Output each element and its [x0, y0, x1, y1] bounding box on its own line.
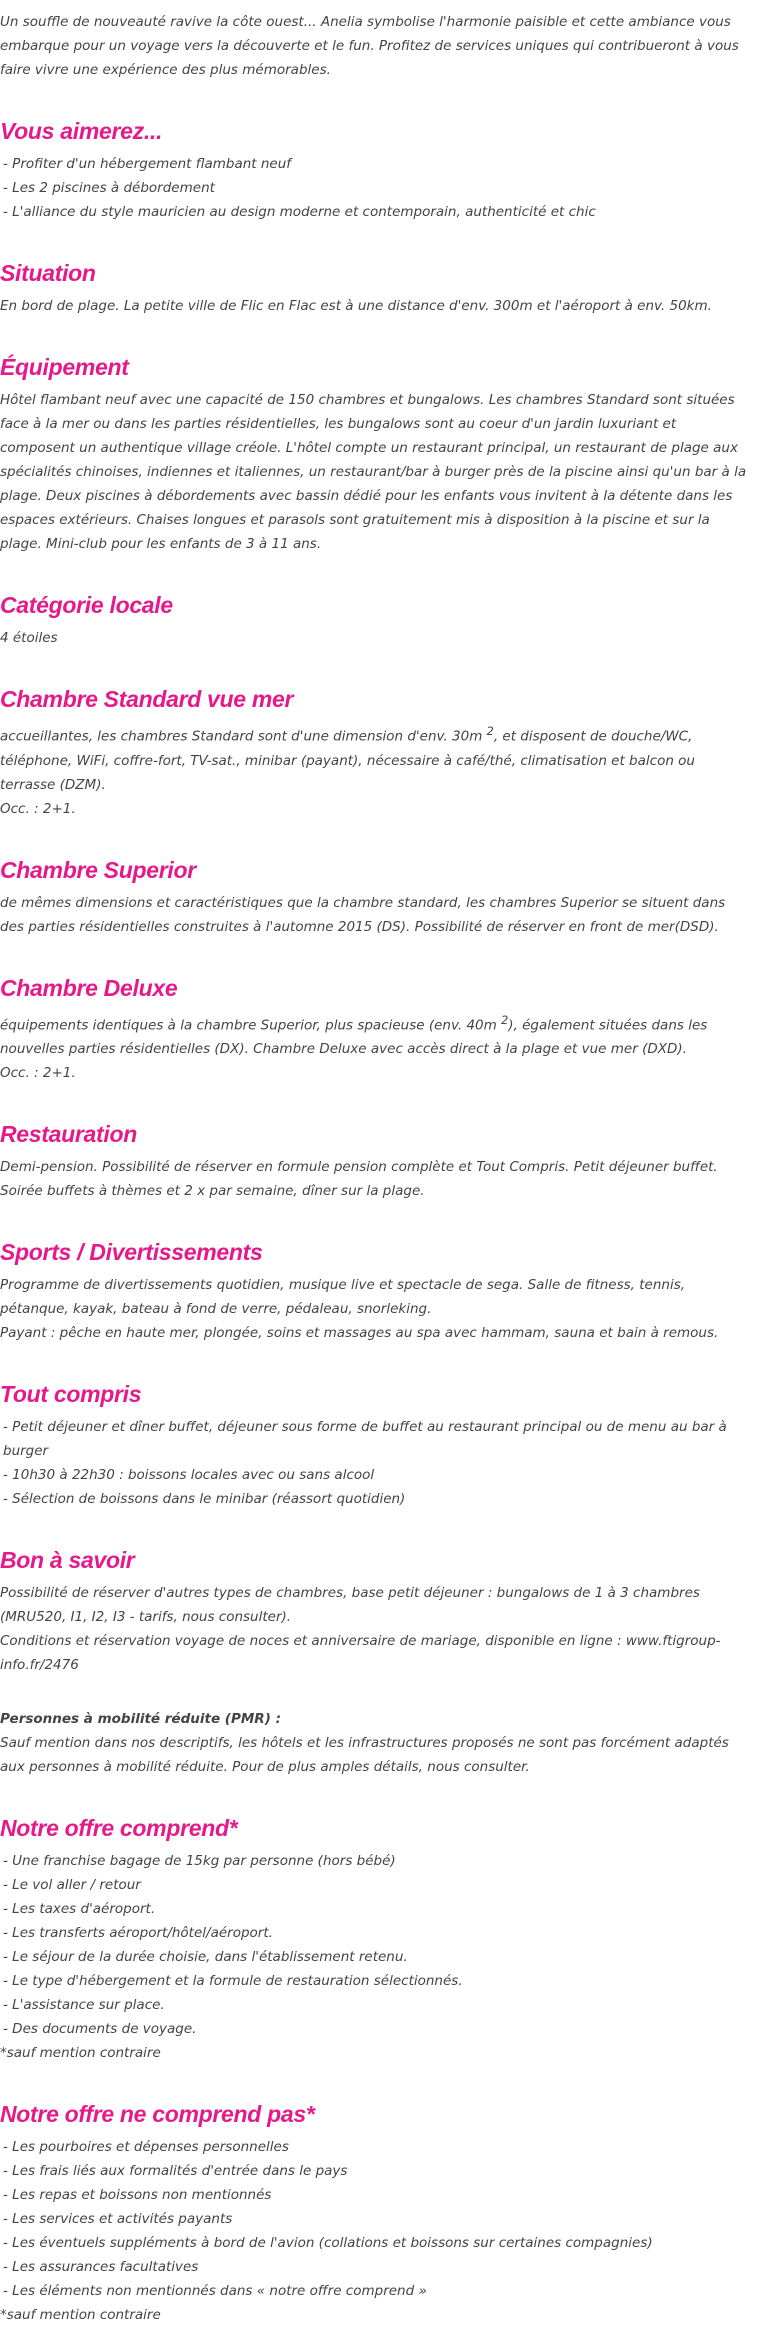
list-item: - Des documents de voyage.	[0, 2017, 752, 2041]
vous-aimerez-list	[0, 152, 752, 224]
equipement-text: Hôtel flambant neuf avec une capacité de 150 chambres et bungalows. Les chambres Standard sont situées face à la mer ou dans les parties résidentielles, les bungalows sont au coeur d'un jardin luxuriant et composent un authentique village créole. L'hôtel compte un restaurant principal, un restaurant de plage aux spécialités chinoises, indiennes et italiennes, un restaurant/bar à burger près de la piscine ainsi qu'un bar à la plage. Deux piscines à débordements avec bassin dédié pour les enfants vous invitent à la détente dans les espaces extérieurs. Chaises longues et parasols sont gratuitement mis à disposition à la piscine et sur la plage. Mini-club pour les enfants de 3 à 11 ans.	[0, 392, 747, 552]
situation-text: En bord de plage. La petite ville de Flic en Flac est à une distance d'env. 300m et l'aéroport à env. 50km.	[0, 298, 712, 314]
standard-occupancy: Occ. : 2+1.	[0, 800, 76, 817]
sports-text: Programme de divertissements quotidien, musique live et spectacle de sega. Salle de fitness, tennis, pétanque, kayak, bateau à fond de verre, pédaleau, snorleking.	[0, 1277, 686, 1317]
heading-offre-comprend: Notre offre comprend*	[0, 1815, 238, 1841]
list-item: - Les 2 piscines à débordement	[0, 176, 752, 200]
deluxe-text: équipements identiques à la chambre Superior, plus spacieuse (env. 40m $^2$), également situées dans les nouvelles parties résidentielles (DX). Chambre Deluxe avec accès direct à la plage et vue mer (DXD).	[0, 1013, 708, 1057]
heading-equipement: Équipement	[0, 354, 129, 380]
heading-categorie: Catégorie locale	[0, 592, 173, 618]
pmr-text: Sauf mention dans nos descriptifs, les hôtels et les infrastructures proposés ne sont pas forcément adaptés aux personnes à mobilité réduite. Pour de plus amples détails, nous consulter.	[0, 1735, 729, 1775]
heading-restauration: Restauration	[0, 1121, 137, 1147]
list-item: - Les éléments non mentionnés dans « notre offre comprend »	[0, 2279, 752, 2303]
bon-a-savoir-text: Possibilité de réserver d'autres types de chambres, base petit déjeuner : bungalows de 1 à 3 chambres (MRU520, I1, I2, I3 - tarifs, nous consulter).	[0, 1585, 700, 1625]
tout-compris-list	[0, 1415, 752, 1511]
heading-chambre-deluxe: Chambre Deluxe	[0, 974, 178, 1001]
heading-situation: Situation	[0, 260, 96, 286]
list-item: - Les repas et boissons non mentionnés	[0, 2183, 752, 2207]
list-item: - Une franchise bagage de 15kg par personne (hors bébé)	[0, 1849, 752, 1873]
bon-a-savoir-conditions: Conditions et réservation voyage de noces et anniversaire de mariage, disponible en ligne : www.ftigroup-info.fr/2476	[0, 1633, 721, 1673]
list-item: - L'assistance sur place.	[0, 1993, 752, 2017]
heading-sports: Sports / Divertissements	[0, 1239, 263, 1265]
list-item: - Les transferts aéroport/hôtel/aéroport.	[0, 1921, 752, 1945]
offre-comprend-note: *sauf mention contraire	[0, 2045, 161, 2061]
heading-chambre-superior: Chambre Superior	[0, 856, 196, 883]
spacer	[0, 1677, 752, 1707]
list-item: - Les assurances facultatives	[0, 2255, 752, 2279]
heading-offre-ne-comprend-pas: Notre offre ne comprend pas*	[0, 2101, 315, 2127]
intro-text: Un souffle de nouveauté ravive la côte ouest... Anelia symbolise l'harmonie paisible et cette ambiance vous embarque pour un voyage vers la découverte et le fun. Profitez de services uniques qui contribueront à vous faire vivre une expérience des plus mémorables.	[0, 14, 739, 78]
heading-chambre-standard: Chambre Standard vue mer	[0, 686, 294, 712]
list-item: - Sélection de boissons dans le minibar (réassort quotidien)	[0, 1487, 752, 1511]
categorie-text: 4 étoiles	[0, 630, 58, 646]
offre-ne-comprend-pas-note: *sauf mention contraire	[0, 2307, 161, 2323]
superior-text: de mêmes dimensions et caractéristiques que la chambre standard, les chambres Superior se situent dans des parties résidentielles construites à l'automne 2015 (DS). Possibilité de réserver en front de mer(DSD).	[0, 894, 726, 935]
list-item: - Le séjour de la durée choisie, dans l'établissement retenu.	[0, 1945, 752, 1969]
offre-ne-comprend-pas-list	[0, 2135, 752, 2303]
list-item: - Les éventuels suppléments à bord de l'avion (collations et boissons sur certaines compagnies)	[0, 2231, 752, 2255]
offre-comprend-list	[0, 1849, 752, 2041]
heading-vous-aimerez: Vous aimerez...	[0, 118, 163, 144]
list-item: - Le type d'hébergement et la formule de restauration sélectionnés.	[0, 1969, 752, 1993]
list-item: - Les pourboires et dépenses personnelles	[0, 2135, 752, 2159]
list-item: - Profiter d'un hébergement flambant neuf	[0, 152, 752, 176]
list-item: - 10h30 à 22h30 : boissons locales avec ou sans alcool	[0, 1463, 752, 1487]
restauration-text: Demi-pension. Possibilité de réserver en formule pension complète et Tout Compris. Petit déjeuner buffet. Soirée buffets à thèmes et 2 x par semaine, dîner sur la plage.	[0, 1159, 718, 1199]
pmr-label: Personnes à mobilité réduite (PMR) :	[0, 1711, 281, 1727]
heading-tout-compris: Tout compris	[0, 1381, 142, 1407]
heading-bon-a-savoir: Bon à savoir	[0, 1547, 135, 1573]
list-item: - L'alliance du style mauricien au design moderne et contemporain, authenticité et chic	[0, 200, 752, 224]
list-item: - Le vol aller / retour	[0, 1873, 752, 1897]
list-item: - Petit déjeuner et dîner buffet, déjeuner sous forme de buffet au restaurant principal ou de menu au bar à burger	[0, 1415, 752, 1463]
list-item: - Les frais liés aux formalités d'entrée dans le pays	[0, 2159, 752, 2183]
sports-paid-text: Payant : pêche en haute mer, plongée, soins et massages au spa avec hammam, sauna et bain à remous.	[0, 1325, 719, 1341]
deluxe-occupancy: Occ. : 2+1.	[0, 1065, 76, 1081]
list-item: - Les services et activités payants	[0, 2207, 752, 2231]
list-item: - Les taxes d'aéroport.	[0, 1897, 752, 1921]
standard-text: accueillantes, les chambres Standard sont d'une dimension d'env. 30m $^2$, et disposent de douche/WC, téléphone, WiFi, coffre-fort, TV-sat., minibar (payant), nécessaire à café/thé, climatisation et balcon ou terrasse (DZM).	[0, 725, 695, 793]
